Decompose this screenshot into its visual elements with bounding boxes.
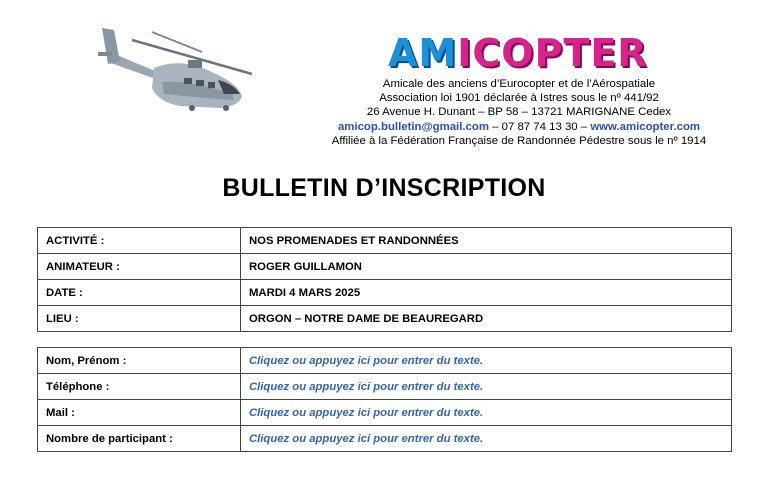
mail-label: Mail : xyxy=(38,400,241,426)
place-value: ORGON – NOTRE DAME DE BEAUREGARD xyxy=(241,306,732,332)
amicopter-logo xyxy=(388,30,656,76)
association-address xyxy=(300,77,738,148)
address-line-2: Association loi 1901 déclarée à Istres sous le nº 441/92 xyxy=(379,92,659,105)
name-label: Nom, Prénom : xyxy=(38,348,241,374)
registration-form-table xyxy=(37,347,732,452)
date-label: DATE : xyxy=(38,280,241,306)
email-link[interactable]: amicop.bulletin@gmail.com xyxy=(337,120,489,133)
logo-letter-a: A xyxy=(388,31,419,75)
animator-label: ANIMATEUR : xyxy=(38,254,241,280)
phone-text: – 07 87 74 13 30 – xyxy=(492,120,591,133)
activity-label: ACTIVITÉ : xyxy=(38,228,241,254)
address-line-1: Amicale des anciens d’Eurocopter et de l’Aérospatiale xyxy=(382,78,656,90)
contact-line xyxy=(300,120,738,134)
table-row xyxy=(38,426,732,452)
table-row xyxy=(38,400,732,426)
activity-info-table xyxy=(37,227,732,332)
address-line-3: 26 Avenue H. Dunant – BP 58 – 13721 MARIGNANE Cedex xyxy=(366,106,672,119)
affiliation-line: Affiliée à la Fédération Française de Randonnée Pédestre sous le nº 1914 xyxy=(331,134,707,147)
page-title: BULLETIN D’INSCRIPTION xyxy=(222,174,546,202)
phone-label: Téléphone : xyxy=(38,374,241,400)
mail-field[interactable]: Cliquez ou appuyez ici pour entrer du texte. xyxy=(241,400,732,426)
date-value: MARDI 4 MARS 2025 xyxy=(241,280,732,306)
logo-letter-m: M xyxy=(418,31,458,75)
name-field[interactable]: Cliquez ou appuyez ici pour entrer du texte. xyxy=(241,348,732,374)
logo-letters-icopter: ICOPTER xyxy=(457,31,648,75)
participants-label: Nombre de participant : xyxy=(38,426,241,452)
helicopter-image xyxy=(92,22,258,114)
activity-value: NOS PROMENADES ET RANDONNÉES xyxy=(241,228,732,254)
table-row xyxy=(38,280,732,306)
table-row xyxy=(38,228,732,254)
website-link[interactable]: www.amicopter.com xyxy=(590,120,701,133)
participants-field[interactable]: Cliquez ou appuyez ici pour entrer du texte. xyxy=(241,426,732,452)
table-row xyxy=(38,348,732,374)
table-row xyxy=(38,374,732,400)
table-row xyxy=(38,254,732,280)
place-label: LIEU : xyxy=(38,306,241,332)
animator-value: ROGER GUILLAMON xyxy=(241,254,732,280)
phone-field[interactable]: Cliquez ou appuyez ici pour entrer du texte. xyxy=(241,374,732,400)
table-row xyxy=(38,306,732,332)
